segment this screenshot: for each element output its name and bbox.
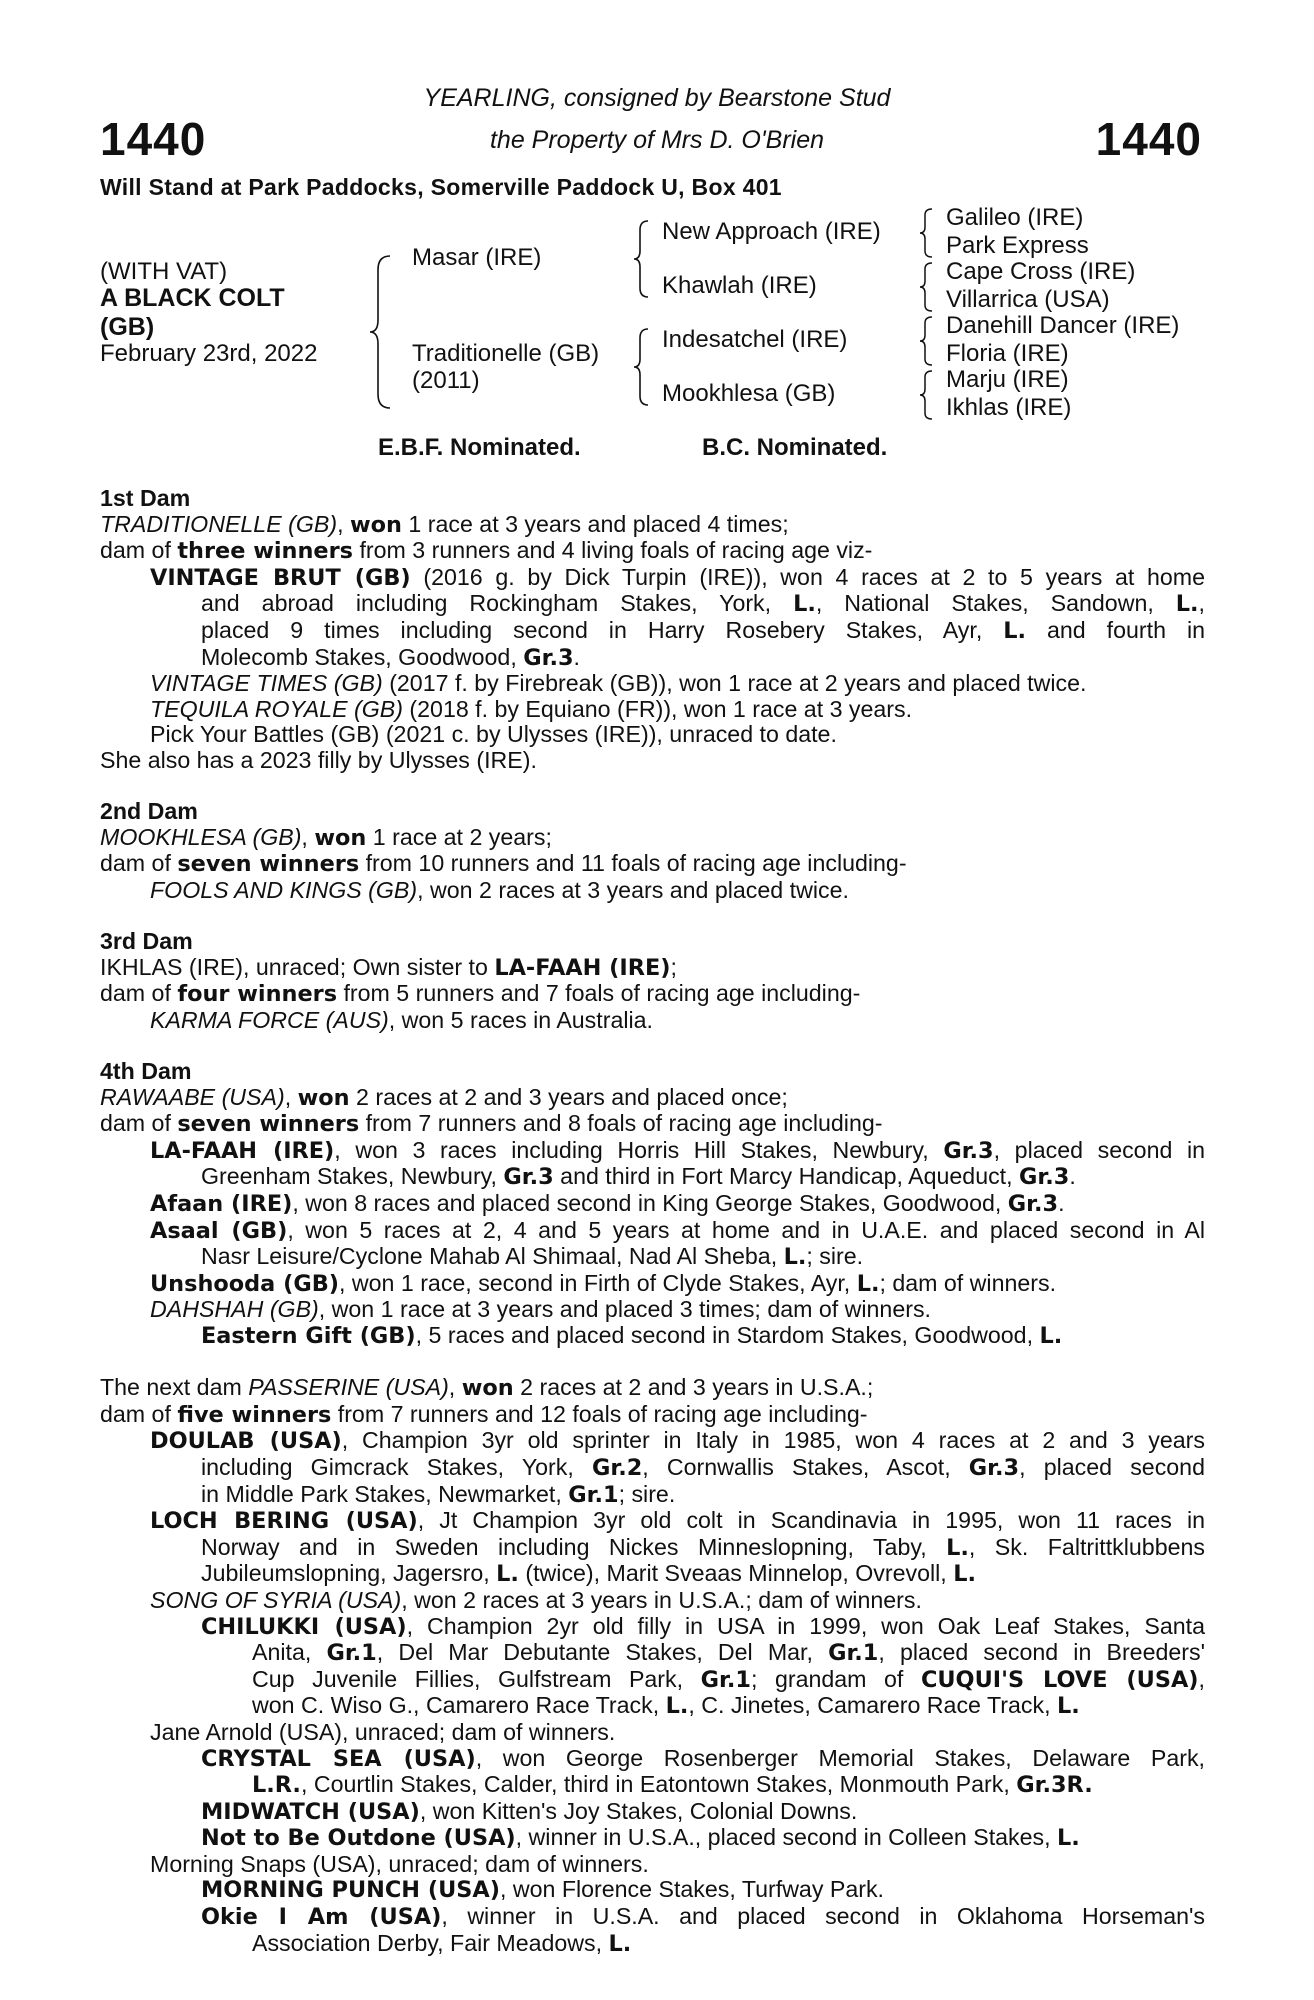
section-heading: 4th Dam xyxy=(100,1058,192,1085)
body-line: Nasr Leisure/Cyclone Mahab Al Shimaal, Nad Al Sheba, L.; sire. xyxy=(201,1243,864,1271)
body-line: VINTAGE TIMES (GB) (2017 f. by Firebreak (GB)), won 1 race at 2 years and placed twice. xyxy=(150,670,1087,697)
body-line: placed 9 times including second in Harry Rosebery Stakes, Ayr, L. and fourth in xyxy=(201,616,1205,644)
pedigree-brace-g3 xyxy=(918,314,938,368)
body-line: Anita, Gr.1, Del Mar Debutante Stakes, Del Mar, Gr.1, placed second in Breeders' xyxy=(252,1639,1205,1667)
body-line: dam of seven winners from 7 runners and 8 foals of racing age including- xyxy=(100,1110,883,1138)
body-line: Pick Your Battles (GB) (2021 c. by Ulysses (IRE)), unraced to date. xyxy=(150,721,837,748)
ancestor-galileo: Galileo (IRE) xyxy=(946,204,1084,231)
body-line: dam of four winners from 5 runners and 7 foals of racing age including- xyxy=(100,980,861,1008)
body-line: The next dam PASSERINE (USA), won 2 races at 2 and 3 years in U.S.A.; xyxy=(100,1374,874,1402)
body-line: KARMA FORCE (AUS), won 5 races in Australia. xyxy=(150,1006,653,1033)
pedigree-brace-g4 xyxy=(918,368,938,422)
ancestor-marju: Marju (IRE) xyxy=(946,366,1069,393)
body-line: Unshooda (GB), won 1 race, second in Firth of Clyde Stakes, Ayr, L.; dam of winners. xyxy=(150,1269,1057,1297)
stand-location: Will Stand at Park Paddocks, Somerville Paddock U, Box 401 xyxy=(100,174,782,200)
lot-number-left: 1440 xyxy=(100,113,207,165)
body-line: Jubileumslopning, Jagersro, L. (twice), Marit Sveaas Minnelop, Ovrevoll, L. xyxy=(201,1560,976,1588)
body-line: in Middle Park Stakes, Newmarket, Gr.1; sire. xyxy=(201,1480,676,1508)
body-line: dam of three winners from 3 runners and 4 living foals of racing age viz- xyxy=(100,537,873,565)
body-line: and abroad including Rockingham Stakes, York, L., National Stakes, Sandown, L., xyxy=(201,590,1205,618)
pedigree-brace-g2 xyxy=(918,260,938,314)
dam-year: (2011) xyxy=(412,367,480,394)
ebf-nominated: E.B.F. Nominated. xyxy=(378,434,581,461)
body-line: SONG OF SYRIA (USA), won 2 races at 3 years in U.S.A.; dam of winners. xyxy=(150,1586,922,1613)
body-line: VINTAGE BRUT (GB) (2016 g. by Dick Turpin (IRE)), won 4 races at 2 to 5 years at home xyxy=(150,563,1206,591)
body-line: L.R., Courtlin Stakes, Calder, third in Eatontown Stakes, Monmouth Park, Gr.3R. xyxy=(252,1771,1093,1799)
body-line: Jane Arnold (USA), unraced; dam of winners. xyxy=(150,1718,616,1745)
body-line: LA-FAAH (IRE), won 3 races including Horris Hill Stakes, Newbury, Gr.3, placed second in xyxy=(150,1136,1206,1164)
horse-description: A BLACK COLT xyxy=(100,284,285,312)
body-line: dam of seven winners from 10 runners and 11 foals of racing age including- xyxy=(100,850,907,878)
pedigree-brace-sire xyxy=(632,218,654,300)
body-line: Afaan (IRE), won 8 races and placed second in King George Stakes, Goodwood, Gr.3. xyxy=(150,1190,1065,1218)
pedigree-brace-dam xyxy=(632,326,654,408)
body-line: DOULAB (USA), Champion 3yr old sprinter in Italy in 1985, won 4 races at 2 and 3 years xyxy=(150,1427,1205,1455)
ancestor-ikhlas: Ikhlas (IRE) xyxy=(946,394,1072,421)
body-line: Morning Snaps (USA), unraced; dam of winners. xyxy=(150,1850,649,1877)
body-line: LOCH BERING (USA), Jt Champion 3yr old colt in Scandinavia in 1995, won 11 races in xyxy=(150,1507,1205,1535)
body-line: CHILUKKI (USA), Champion 2yr old filly in USA in 1999, won Oak Leaf Stakes, Santa xyxy=(201,1612,1205,1640)
section-heading: 3rd Dam xyxy=(100,928,193,955)
body-line: including Gimcrack Stakes, York, Gr.2, Cornwallis Stakes, Ascot, Gr.3, placed second xyxy=(201,1453,1205,1481)
dam-name: Traditionelle (GB) xyxy=(412,340,600,367)
body-line: IKHLAS (IRE), unraced; Own sister to LA-FAAH (IRE); xyxy=(100,953,677,981)
section-heading: 2nd Dam xyxy=(100,798,198,825)
bc-nominated: B.C. Nominated. xyxy=(702,434,888,461)
body-line: RAWAABE (USA), won 2 races at 2 and 3 years and placed once; xyxy=(100,1083,788,1111)
lot-number-right: 1440 xyxy=(1095,113,1202,165)
body-line: MIDWATCH (USA), won Kitten's Joy Stakes, Colonial Downs. xyxy=(201,1797,858,1825)
body-line: won C. Wiso G., Camarero Race Track, L., C. Jinetes, Camarero Race Track, L. xyxy=(252,1692,1080,1720)
body-line: TRADITIONELLE (GB), won 1 race at 3 years and placed 4 times; xyxy=(100,510,789,538)
spacer xyxy=(100,1350,1205,1376)
body-line: Greenham Stakes, Newbury, Gr.3 and third in Fort Marcy Handicap, Aqueduct, Gr.3. xyxy=(201,1163,1076,1191)
body-line: MORNING PUNCH (USA), won Florence Stakes, Turfway Park. xyxy=(201,1876,884,1904)
pedigree-brace-main xyxy=(368,252,398,412)
body-line: Norway and in Sweden including Nickes Minneslopning, Taby, L., Sk. Faltrittklubbens xyxy=(201,1533,1205,1561)
dam-sire: Indesatchel (IRE) xyxy=(662,326,848,353)
consignment-line: YEARLING, consigned by Bearstone Stud xyxy=(423,84,891,112)
body-line: FOOLS AND KINGS (GB), won 2 races at 3 years and placed twice. xyxy=(150,876,849,903)
body-line: CRYSTAL SEA (USA), won George Rosenberger Memorial Stakes, Delaware Park, xyxy=(201,1744,1205,1772)
ancestor-danehill-dancer: Danehill Dancer (IRE) xyxy=(946,312,1180,339)
ancestor-villarrica: Villarrica (USA) xyxy=(946,286,1110,313)
horse-country: (GB) xyxy=(100,313,155,341)
pedigree-brace-g1 xyxy=(918,206,938,260)
foaling-date: February 23rd, 2022 xyxy=(100,340,318,367)
section-heading: 1st Dam xyxy=(100,485,191,511)
sire-name: Masar (IRE) xyxy=(412,244,542,271)
body-line: dam of five winners from 7 runners and 12 foals of racing age including- xyxy=(100,1400,868,1428)
property-line: the Property of Mrs D. O'Brien xyxy=(489,126,825,154)
vat-note: (WITH VAT) xyxy=(100,258,228,285)
sire-dam: Khawlah (IRE) xyxy=(662,272,817,299)
body-line: TEQUILA ROYALE (GB) (2018 f. by Equiano (FR)), won 1 race at 3 years. xyxy=(150,695,913,722)
body-line: Cup Juvenile Fillies, Gulfstream Park, Gr.1; grandam of CUQUI'S LOVE (USA), xyxy=(252,1665,1205,1693)
spacer xyxy=(100,904,1205,930)
spacer xyxy=(100,774,1205,800)
body-line: She also has a 2023 filly by Ulysses (IRE). xyxy=(100,746,537,773)
body-line: Not to Be Outdone (USA), winner in U.S.A., placed second in Colleen Stakes, L. xyxy=(201,1824,1080,1852)
dam-dam: Mookhlesa (GB) xyxy=(662,380,836,407)
body-line: Eastern Gift (GB), 5 races and placed second in Stardom Stakes, Goodwood, L. xyxy=(201,1322,1063,1349)
body-line: Okie I Am (USA), winner in U.S.A. and placed second in Oklahoma Horseman's xyxy=(201,1903,1206,1931)
body-line: Asaal (GB), won 5 races at 2, 4 and 5 years at home and in U.A.E. and placed second in Al xyxy=(150,1216,1205,1244)
body-line: Molecomb Stakes, Goodwood, Gr.3. xyxy=(201,643,580,671)
sire-sire: New Approach (IRE) xyxy=(662,218,881,245)
spacer xyxy=(100,1033,1205,1059)
ancestor-floria: Floria (IRE) xyxy=(946,340,1069,367)
ancestor-park-express: Park Express xyxy=(946,232,1089,259)
body-line: DAHSHAH (GB), won 1 race at 3 years and placed 3 times; dam of winners. xyxy=(150,1296,931,1323)
body-line: Association Derby, Fair Meadows, L. xyxy=(252,1929,632,1957)
ancestor-cape-cross: Cape Cross (IRE) xyxy=(946,258,1136,285)
catalogue-body xyxy=(100,486,1205,1957)
body-line: MOOKHLESA (GB), won 1 race at 2 years; xyxy=(100,823,552,851)
